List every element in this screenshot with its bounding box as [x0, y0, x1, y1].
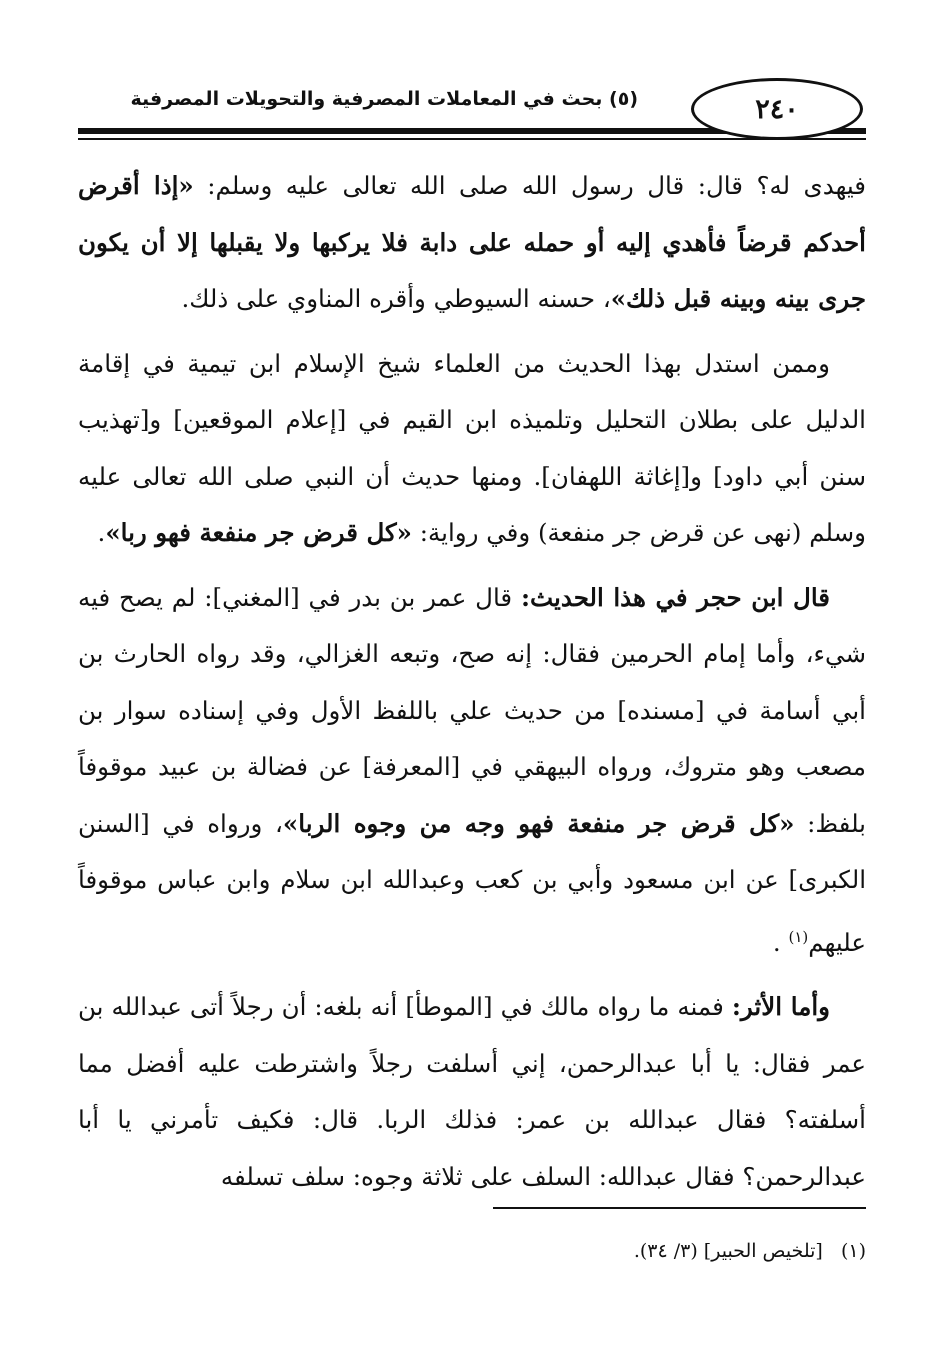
footnote-separator — [493, 1207, 866, 1209]
paragraph-1 — [78, 158, 866, 328]
paragraph-2 — [78, 336, 866, 562]
header-rule-thin — [78, 138, 866, 140]
page-number: ٢٤٠ — [691, 78, 863, 140]
p1-text: فيهدى له؟ قال: قال رسول الله صلى الله تعالى عليه وسلم: — [193, 171, 866, 200]
p1-text-end: ، حسنه السيوطي وأقره المناوي على ذلك. — [181, 284, 611, 313]
page-header — [78, 72, 866, 150]
footnote-number: (١) — [840, 1240, 866, 1262]
running-title: (٥) بحث في المعاملات المصرفية والتحويلات المصرفية — [130, 88, 638, 110]
p3-text: قال عمر بن بدر في [المغني]: لم يصح فيه شيء، وأما إمام الحرمين فقال: إنه صح، وتبعه الغزالي، وقد رواه الحارث بن أبي أسامة في [مسنده] من حديث علي باللفظ الأول وفي إسناده سوار بن مصعب وهو متروك، ورواه البيهقي في [المعرفة] عن فضالة بن عبيد موقوفاً بلفظ: — [78, 582, 867, 838]
main-text — [78, 158, 866, 1213]
footnote-text: [تلخيص الحبير] (٣/ ٣٤). — [633, 1240, 823, 1262]
p3-lead: قال ابن حجر في هذا الحديث: — [520, 582, 830, 612]
p4-lead: وأما الأثر: — [731, 992, 830, 1022]
p3-text-end: . — [772, 927, 789, 957]
paragraph-4 — [78, 979, 866, 1205]
footnote-1 — [78, 1236, 866, 1266]
p2-text-end: . — [97, 518, 106, 547]
p2-hadith-quote: «كل قرض جر منفعة فهو ربا» — [105, 518, 412, 547]
footnote-ref[interactable]: (١) — [788, 927, 809, 946]
p1-hadith-quote: «إذا أقرض أحدكم قرضاً فأهدي إليه أو حمله على دابة فلا يركبها ولا يقبلها إلا أن يكون جرى بينه وبينه قبل ذلك» — [78, 171, 866, 313]
p4-text: فمنه ما رواه مالك في [الموطأ] أنه بلغه: أن رجلاً أتى عبدالله بن عمر فقال: يا أبا عبدالرحمن، إني أسلفت رجلاً واشترطت عليه أفضل مما أسلفته؟ فقال عبدالله بن عمر: فذلك الربا. قال: فكيف تأمرني يا أبا عبدالرحمن؟ فقال عبدالله: السلف على ثلاثة وجوه: سلف تسلفه — [78, 992, 866, 1191]
p3-text-2: ، ورواه في [السنن الكبرى] عن ابن مسعود وأبي بن كعب وعبدالله ابن سلام وابن عباس موقوفاً عليهم — [78, 808, 866, 957]
p2-text: وممن استدل بهذا الحديث من العلماء شيخ الإسلام ابن تيمية في إقامة الدليل على بطلان التحليل وتلميذه ابن القيم في [إعلام الموقعين] و[تهذيب سنن أبي داود] و[إغاثة اللهفان]. ومنها حديث أن النبي صلى الله تعالى عليه وسلم (نهى عن قرض جر منفعة) وفي رواية: — [78, 348, 866, 547]
paragraph-3 — [78, 570, 866, 972]
p3-quote: «كل قرض جر منفعة فهو وجه من وجوه الربا» — [282, 808, 795, 838]
